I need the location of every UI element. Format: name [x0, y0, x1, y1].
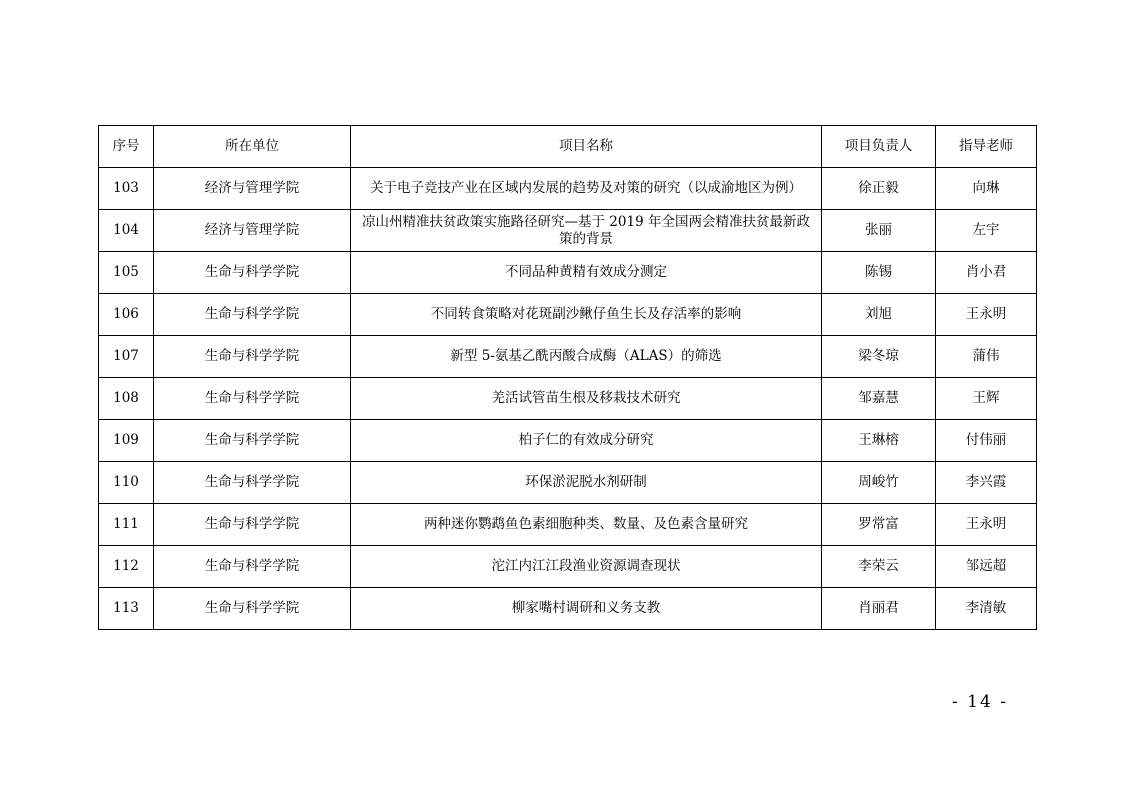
cell-project-name: 柳家嘴村调研和义务支教	[351, 588, 822, 630]
header-unit: 所在单位	[154, 126, 351, 168]
cell-leader: 罗常富	[822, 504, 936, 546]
cell-unit: 生命与科学学院	[154, 378, 351, 420]
header-index: 序号	[99, 126, 154, 168]
cell-unit: 生命与科学学院	[154, 462, 351, 504]
header-advisor: 指导老师	[936, 126, 1037, 168]
cell-leader: 刘旭	[822, 294, 936, 336]
cell-leader: 梁冬琼	[822, 336, 936, 378]
project-table	[98, 125, 1037, 630]
cell-unit: 生命与科学学院	[154, 546, 351, 588]
cell-leader: 肖丽君	[822, 588, 936, 630]
table-row	[99, 420, 1037, 462]
cell-project-name: 关于电子竞技产业在区域内发展的趋势及对策的研究（以成渝地区为例）	[351, 168, 822, 210]
table-row	[99, 462, 1037, 504]
table-row	[99, 504, 1037, 546]
cell-advisor: 向琳	[936, 168, 1037, 210]
table-row	[99, 546, 1037, 588]
cell-unit: 生命与科学学院	[154, 252, 351, 294]
table-row	[99, 294, 1037, 336]
cell-advisor: 王辉	[936, 378, 1037, 420]
cell-leader: 张丽	[822, 210, 936, 252]
table-row	[99, 210, 1037, 252]
table-row	[99, 336, 1037, 378]
cell-index: 112	[99, 546, 154, 588]
cell-project-name: 柏子仁的有效成分研究	[351, 420, 822, 462]
cell-project-name: 环保淤泥脱水剂研制	[351, 462, 822, 504]
header-project-name: 项目名称	[351, 126, 822, 168]
cell-project-name: 羌活试管苗生根及移栽技术研究	[351, 378, 822, 420]
cell-project-name: 沱江内江江段渔业资源调查现状	[351, 546, 822, 588]
cell-unit: 生命与科学学院	[154, 336, 351, 378]
table-body	[99, 168, 1037, 630]
cell-unit: 生命与科学学院	[154, 294, 351, 336]
cell-index: 103	[99, 168, 154, 210]
cell-index: 110	[99, 462, 154, 504]
cell-project-name: 两种迷你鹦鹉鱼色素细胞种类、数量、及色素含量研究	[351, 504, 822, 546]
cell-index: 107	[99, 336, 154, 378]
cell-project-name: 凉山州精准扶贫政策实施路径研究—基于 2019 年全国两会精准扶贫最新政策的背景	[351, 210, 822, 252]
cell-index: 113	[99, 588, 154, 630]
cell-leader: 徐正毅	[822, 168, 936, 210]
cell-advisor: 王永明	[936, 294, 1037, 336]
cell-advisor: 邹远超	[936, 546, 1037, 588]
cell-leader: 王琳榕	[822, 420, 936, 462]
cell-advisor: 王永明	[936, 504, 1037, 546]
cell-leader: 李荣云	[822, 546, 936, 588]
header-leader: 项目负责人	[822, 126, 936, 168]
cell-unit: 生命与科学学院	[154, 420, 351, 462]
cell-advisor: 肖小君	[936, 252, 1037, 294]
cell-index: 106	[99, 294, 154, 336]
cell-unit: 生命与科学学院	[154, 504, 351, 546]
cell-unit: 生命与科学学院	[154, 588, 351, 630]
page-number: - 14 -	[952, 692, 1008, 712]
cell-index: 109	[99, 420, 154, 462]
cell-index: 104	[99, 210, 154, 252]
cell-unit: 经济与管理学院	[154, 168, 351, 210]
cell-leader: 周峻竹	[822, 462, 936, 504]
cell-index: 111	[99, 504, 154, 546]
cell-project-name: 不同转食策略对花斑副沙鳅仔鱼生长及存活率的影响	[351, 294, 822, 336]
table-row	[99, 168, 1037, 210]
cell-advisor: 付伟丽	[936, 420, 1037, 462]
cell-advisor: 左宇	[936, 210, 1037, 252]
cell-project-name: 不同品种黄精有效成分测定	[351, 252, 822, 294]
cell-advisor: 李兴霞	[936, 462, 1037, 504]
cell-leader: 陈锡	[822, 252, 936, 294]
table-row	[99, 378, 1037, 420]
cell-index: 105	[99, 252, 154, 294]
table-row	[99, 588, 1037, 630]
cell-unit: 经济与管理学院	[154, 210, 351, 252]
cell-advisor: 李清敏	[936, 588, 1037, 630]
table-row	[99, 252, 1037, 294]
table-header-row	[99, 126, 1037, 168]
cell-advisor: 蒲伟	[936, 336, 1037, 378]
cell-leader: 邹嘉慧	[822, 378, 936, 420]
cell-index: 108	[99, 378, 154, 420]
cell-project-name: 新型 5-氨基乙酰丙酸合成酶（ALAS）的筛选	[351, 336, 822, 378]
